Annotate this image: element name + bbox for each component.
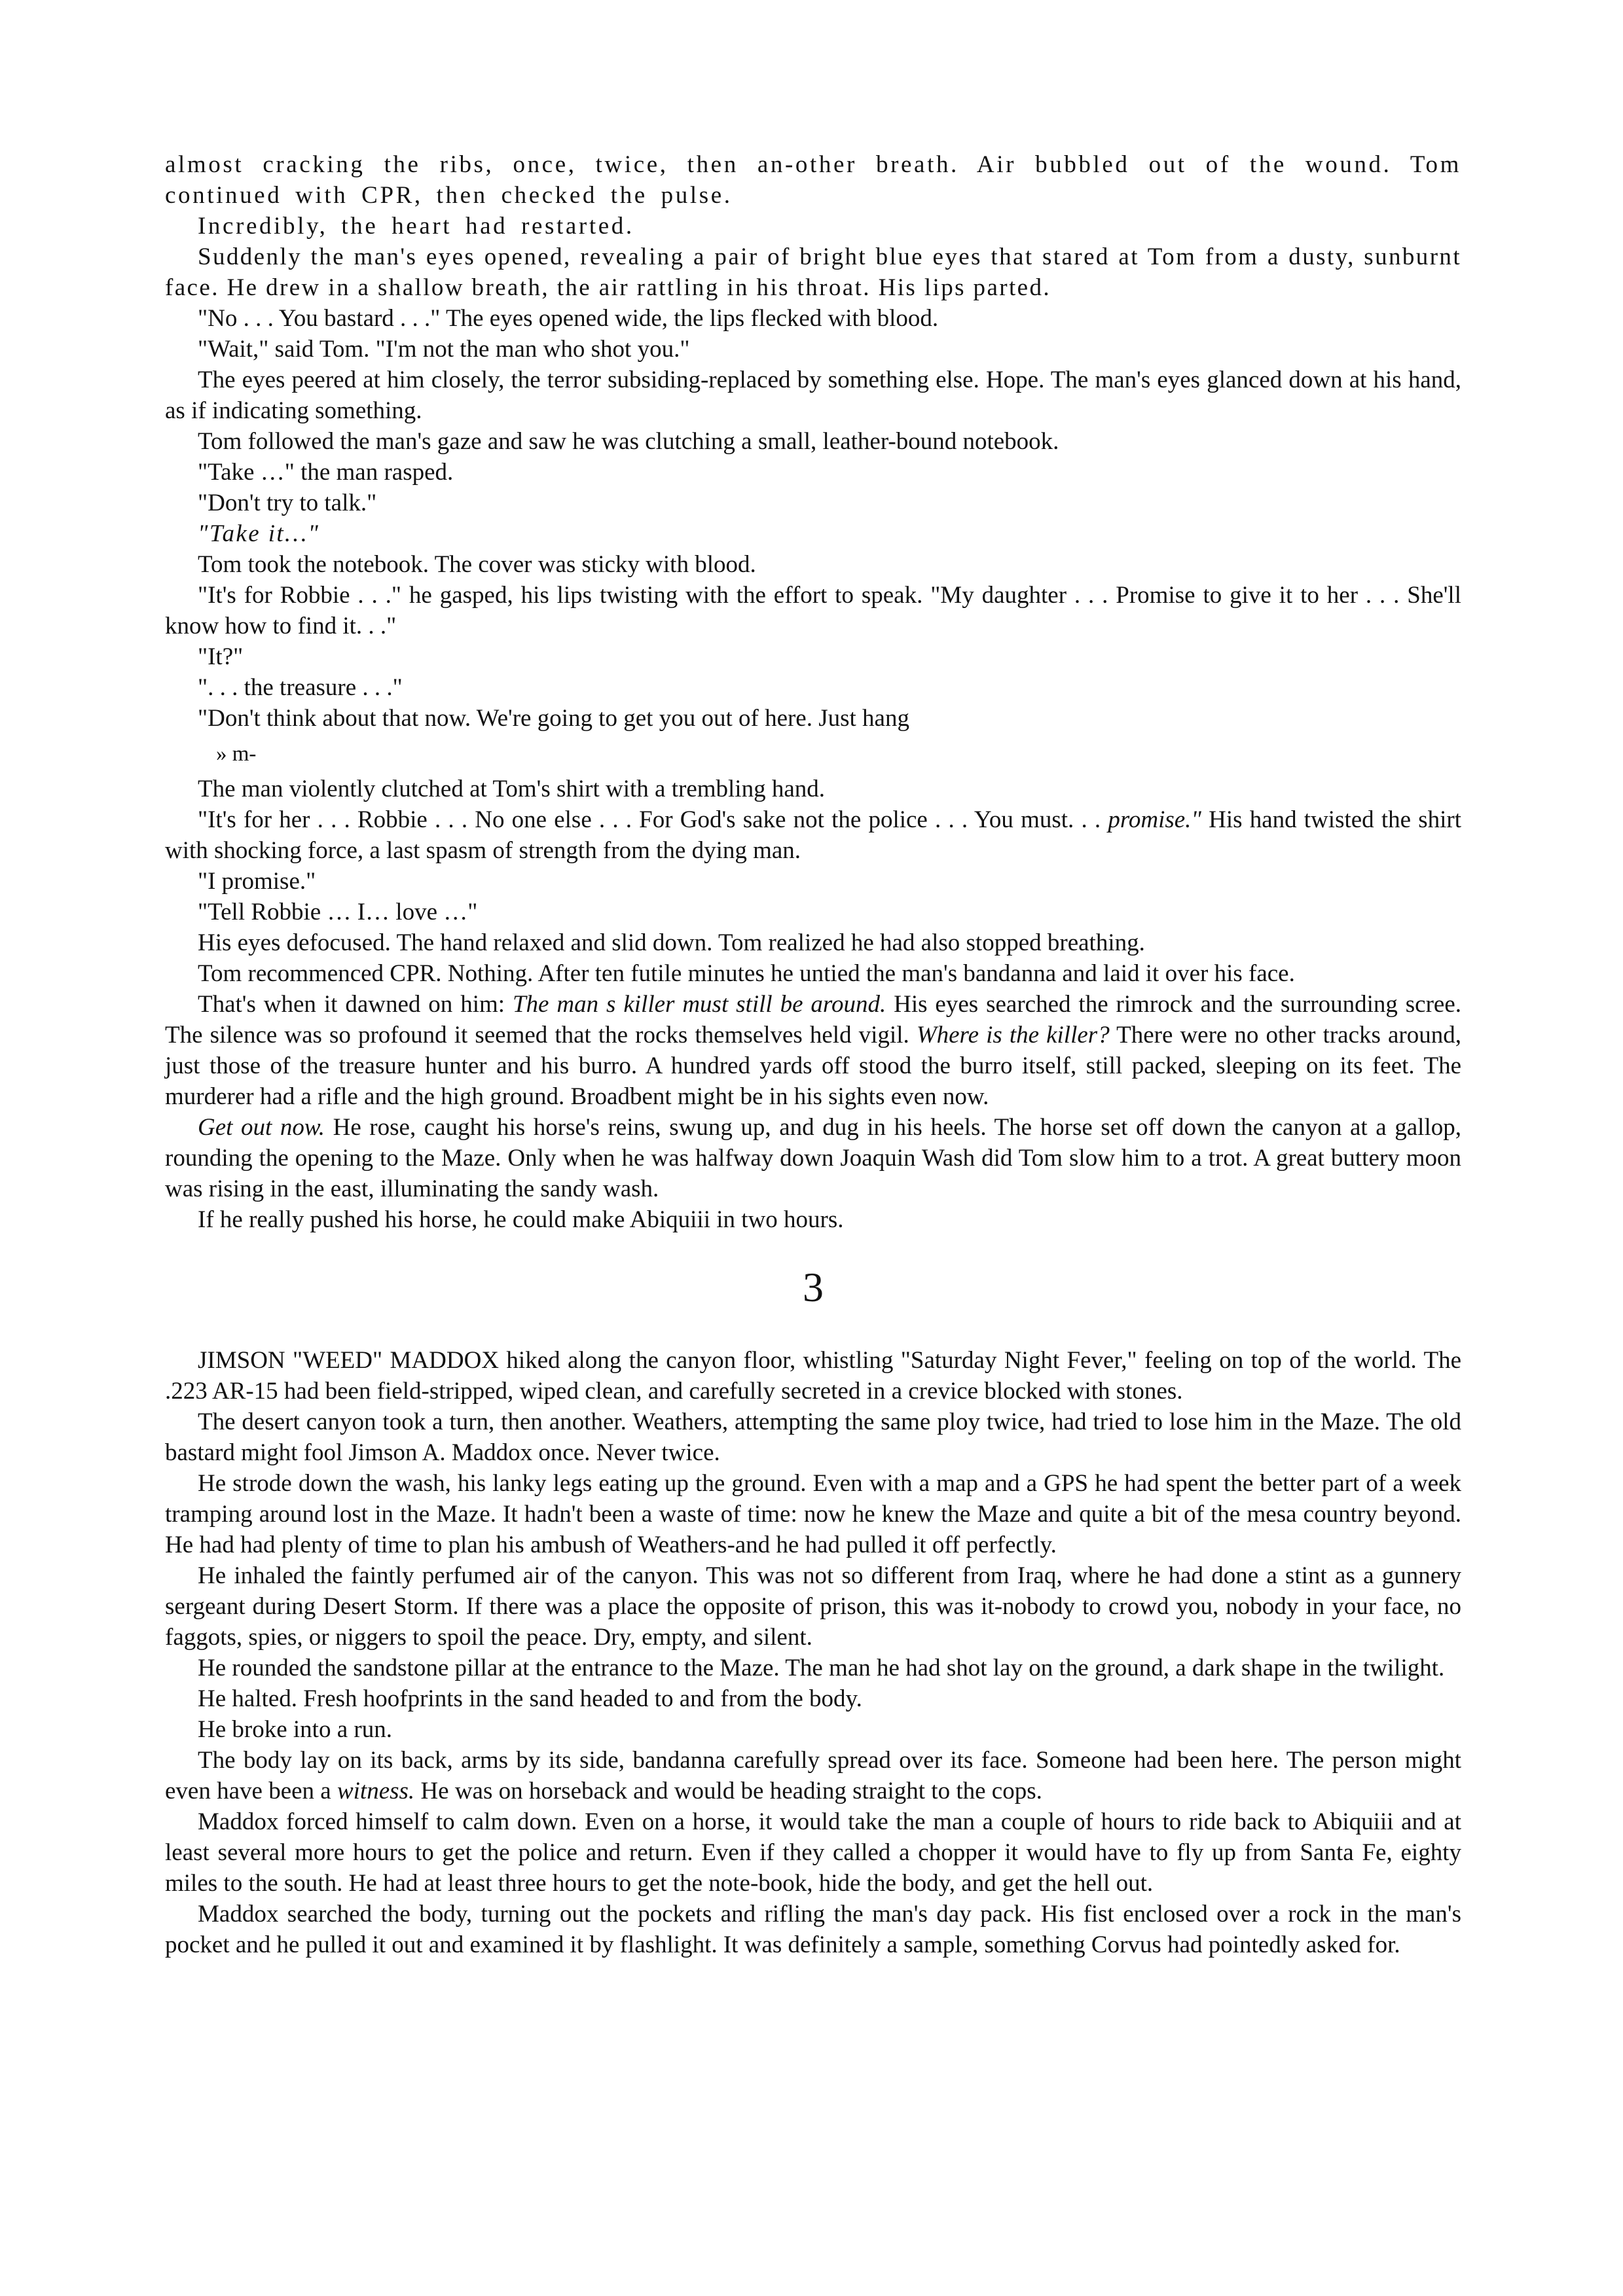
paragraph: He broke into a run. — [198, 1716, 392, 1743]
paragraph: almost cracking the ribs, once, twice, then an-other breath. Air bubbled out of the wound. Tom continued with CPR, then checked the pulse. — [165, 151, 1461, 209]
paragraph: Tom took the notebook. The cover was sticky with blood. — [198, 551, 756, 578]
paragraph: "Don't think about that now. We're going to get you out of here. Just hang — [198, 705, 909, 732]
paragraph: ". . . the treasure . . ." — [198, 674, 403, 701]
paragraph: "Don't try to talk." — [198, 490, 377, 516]
paragraph: Tom followed the man's gaze and saw he was clutching a small, leather-bound notebook. — [198, 428, 1059, 455]
paragraph: "I promise." — [198, 868, 316, 895]
text-run: The body lay on its back, arms by its side, bandanna carefully spread over its face. Someone had been here. The person might even have been a — [165, 1747, 1461, 1804]
text-run: He was on horseback and would be heading straight to the cops. — [414, 1778, 1042, 1804]
paragraph: Incredibly, the heart had restarted. — [198, 213, 634, 240]
paragraph: "It?" — [198, 643, 244, 670]
paragraph: Suddenly the man's eyes opened, revealing a pair of bright blue eyes that stared at Tom from a dusty, sunburnt face. He drew in a shallow breath, the air rattling in his throat. His lips parted. — [165, 243, 1461, 301]
text-run: He rose, caught his horse's reins, swung up, and dug in his heels. The horse set off down the canyon at a gallop, rounding the opening to the Maze. Only when he was halfway down Joaquin Wash did Tom slow him to a trot. A great buttery moon was rising in the east, illuminating the sandy wash. — [165, 1114, 1461, 1202]
emphasis: Get out now. — [198, 1114, 325, 1141]
paragraph: "It's for Robbie . . ." he gasped, his lips twisting with the effort to speak. "My daughter . . . Promise to give it to her . . . She'll know how to find it. . ." — [165, 582, 1461, 639]
book-page — [165, 149, 1461, 1960]
text-run: His hand twisted the shirt with shocking force, a last spasm of strength from the dying man. — [165, 806, 1462, 864]
paragraph: The desert canyon took a turn, then another. Weathers, attempting the same ploy twice, had tried to lose him in the Maze. The old bastard might fool Jimson A. Maddox once. Never twice. — [165, 1408, 1461, 1466]
paragraph: "Tell Robbie … I… love …" — [198, 899, 478, 925]
paragraph: "Wait," said Tom. "I'm not the man who shot you." — [198, 336, 690, 363]
paragraph: The eyes peered at him closely, the terror subsiding-replaced by something else. Hope. The man's eyes glanced down at his hand, as if indicating something. — [165, 367, 1461, 424]
paragraph: His eyes defocused. The hand relaxed and slid down. Tom realized he had also stopped breathing. — [198, 929, 1145, 956]
ocr-fragment: » m- — [216, 742, 257, 766]
paragraph: If he really pushed his horse, he could make Abiquiii in two hours. — [198, 1206, 844, 1233]
emphasis: Where is the killer? — [916, 1022, 1110, 1049]
paragraph: Maddox searched the body, turning out the pockets and rifling the man's day pack. His fist enclosed over a rock in the man's pocket and he pulled it out and examined it by flashlight. It was definitely a sample, something Corvus had pointedly asked for. — [165, 1901, 1461, 1958]
paragraph — [165, 989, 1461, 1112]
emphasis: witness. — [337, 1778, 415, 1804]
text-run: That's when it dawned on him: — [198, 991, 513, 1018]
text-run: His eyes searched the rimrock and the surrounding scree. The silence was so profound it seemed that the rocks themselves held vigil. — [165, 991, 1461, 1049]
emphasis: promise." — [1108, 806, 1201, 833]
paragraph: "Take …" the man rasped. — [198, 459, 454, 486]
paragraph: Tom recommenced CPR. Nothing. After ten futile minutes he untied the man's bandanna and laid it over his face. — [198, 960, 1295, 987]
paragraph: He halted. Fresh hoofprints in the sand headed to and from the body. — [198, 1685, 862, 1712]
paragraph: He strode down the wash, his lanky legs eating up the ground. Even with a map and a GPS he had spent the better part of a week tramping around lost in the Maze. It hadn't been a waste of time: now he knew the Maze and quite a bit of the mesa country beyond. He had had plenty of time to plan his ambush of Weathers-and he had pulled it off perfectly. — [165, 1470, 1461, 1558]
paragraph — [165, 804, 1461, 866]
paragraph: The man violently clutched at Tom's shirt with a trembling hand. — [198, 776, 826, 802]
paragraph: Maddox forced himself to calm down. Even on a horse, it would take the man a couple of hours to ride back to Abiquiii and at least several more hours to get the police and return. Even if they called a chopper it would have to fly up from Santa Fe, eighty miles to the south. He had at least three hours to get the note-book, hide the body, and get the hell out. — [165, 1808, 1461, 1897]
paragraph-italic: "Take it…" — [198, 520, 320, 547]
chapter-number: 3 — [803, 1264, 824, 1310]
paragraph: "No . . . You bastard . . ." The eyes opened wide, the lips flecked with blood. — [198, 305, 939, 332]
paragraph — [165, 1112, 1461, 1204]
text-run: There were no other tracks around, just those of the treasure hunter and his burro. A hundred yards off stood the burro itself, still packed, sleeping on its feet. The murderer had a rifle and the high ground. Broadbent might be in his sights even now. — [165, 1022, 1461, 1110]
paragraph: He rounded the sandstone pillar at the entrance to the Maze. The man he had shot lay on the ground, a dark shape in the twilight. — [198, 1655, 1445, 1681]
emphasis: The man s killer must still be around. — [512, 991, 886, 1018]
paragraph — [165, 1745, 1461, 1806]
paragraph: He inhaled the faintly perfumed air of the canyon. This was not so different from Iraq, where he had done a stint as a gunnery sergeant during Desert Storm. If there was a place the opposite of prison, this was it-nobody to crowd you, nobody in your face, no faggots, spies, or niggers to spoil the peace. Dry, empty, and silent. — [165, 1562, 1461, 1651]
paragraph: JIMSON "WEED" MADDOX hiked along the canyon floor, whistling "Saturday Night Fever," feeling on top of the world. The .223 AR-15 had been field-stripped, wiped clean, and carefully secreted in a crevice blocked with stones. — [165, 1347, 1461, 1405]
text-run: "It's for her . . . Robbie . . . No one else . . . For God's sake not the police . . . You must. . . — [198, 806, 1108, 833]
